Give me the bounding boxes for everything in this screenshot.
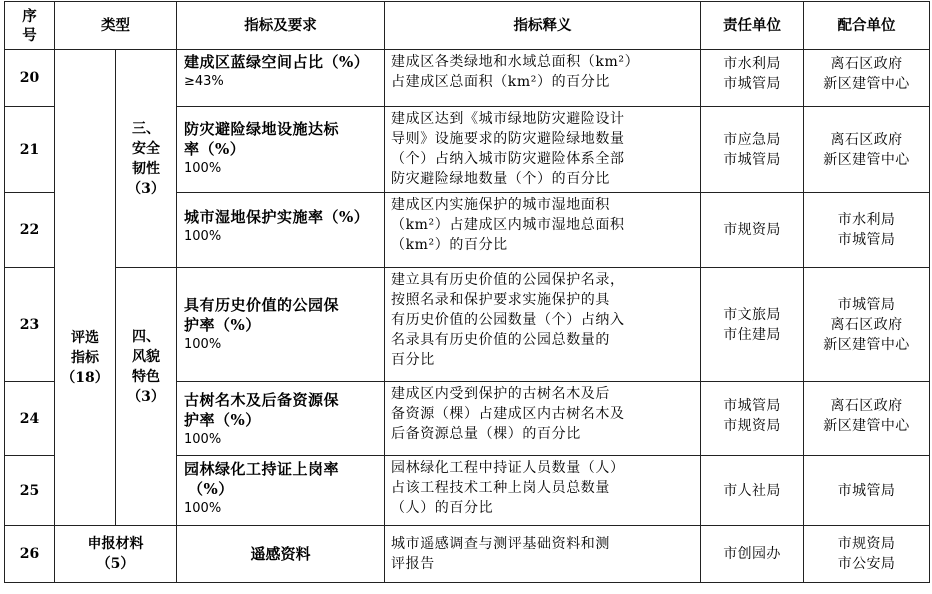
table-row xyxy=(5,50,930,107)
header-type: 类型 xyxy=(55,2,177,50)
group-fengmao: 四、 风貌 特色 （3） xyxy=(116,268,177,526)
table-row xyxy=(5,526,930,583)
header-indicator: 指标及要求 xyxy=(177,2,385,50)
group-pingxuan: 评选 指标 （18） xyxy=(55,50,116,526)
responsible-cell: 市创园办 xyxy=(701,526,804,583)
cooperating-cell: 离石区政府 新区建管中心 xyxy=(804,50,930,107)
explanation-cell: 建成区达到《城市绿地防灾避险设计 导则》设施要求的防灾避险绿地数量 （个）占纳入城市防灾避险体系全部 防灾避险绿地数量（个）的百分比 xyxy=(385,107,701,193)
indicator-cell: 建成区蓝绿空间占比（%） ≥43% xyxy=(177,50,385,107)
header-explanation: 指标释义 xyxy=(385,2,701,50)
row-number: 23 xyxy=(5,268,55,382)
cooperating-cell: 离石区政府 新区建管中心 xyxy=(804,107,930,193)
row-number: 22 xyxy=(5,193,55,268)
responsible-cell: 市文旅局 市住建局 xyxy=(701,268,804,382)
cooperating-cell: 市水利局 市城管局 xyxy=(804,193,930,268)
responsible-cell: 市人社局 xyxy=(701,456,804,526)
row-number: 20 xyxy=(5,50,55,107)
explanation-cell: 建成区各类绿地和水域总面积（km²） 占建成区总面积（km²）的百分比 xyxy=(385,50,701,107)
indicator-cell: 防灾避险绿地设施达标 率（%） 100% xyxy=(177,107,385,193)
indicator-cell: 园林绿化工持证上岗率 （%） 100% xyxy=(177,456,385,526)
indicator-table xyxy=(4,1,930,583)
indicator-cell: 遥感资料 xyxy=(177,526,385,583)
responsible-cell: 市城管局 市规资局 xyxy=(701,382,804,456)
table-row xyxy=(5,268,930,382)
row-number: 26 xyxy=(5,526,55,583)
explanation-cell: 建立具有历史价值的公园保护名录， 按照名录和保护要求实施保护的具 有历史价值的公园数量（个）占纳入 名录具有历史价值的公园总数量的 百分比 xyxy=(385,268,701,382)
cooperating-cell: 市规资局 市公安局 xyxy=(804,526,930,583)
cooperating-cell: 市城管局 离石区政府 新区建管中心 xyxy=(804,268,930,382)
responsible-cell: 市规资局 xyxy=(701,193,804,268)
row-number: 21 xyxy=(5,107,55,193)
header-responsible: 责任单位 xyxy=(701,2,804,50)
indicator-cell: 城市湿地保护实施率（%） 100% xyxy=(177,193,385,268)
group-anquan: 三、 安全 韧性 （3） xyxy=(116,50,177,268)
explanation-cell: 建成区内受到保护的古树名木及后 备资源（棵）占建成区内古树名木及 后备资源总量（棵）的百分比 xyxy=(385,382,701,456)
responsible-cell: 市应急局 市城管局 xyxy=(701,107,804,193)
cooperating-cell: 市城管局 xyxy=(804,456,930,526)
responsible-cell: 市水利局 市城管局 xyxy=(701,50,804,107)
row-number: 24 xyxy=(5,382,55,456)
explanation-cell: 城市遥感调查与测评基础资料和测 评报告 xyxy=(385,526,701,583)
header-cooperating: 配合单位 xyxy=(804,2,930,50)
cooperating-cell: 离石区政府 新区建管中心 xyxy=(804,382,930,456)
group-shenbao: 申报材料 （5） xyxy=(55,526,177,583)
row-number: 25 xyxy=(5,456,55,526)
explanation-cell: 园林绿化工程中持证人员数量（人） 占该工程技术工种上岗人员总数量 （人）的百分比 xyxy=(385,456,701,526)
indicator-cell: 古树名木及后备资源保 护率（%） 100% xyxy=(177,382,385,456)
header-seq: 序 号 xyxy=(5,2,55,50)
header-row xyxy=(5,2,930,50)
explanation-cell: 建成区内实施保护的城市湿地面积 （km²）占建成区内城市湿地总面积 （km²）的百分比 xyxy=(385,193,701,268)
indicator-cell: 具有历史价值的公园保 护率（%） 100% xyxy=(177,268,385,382)
